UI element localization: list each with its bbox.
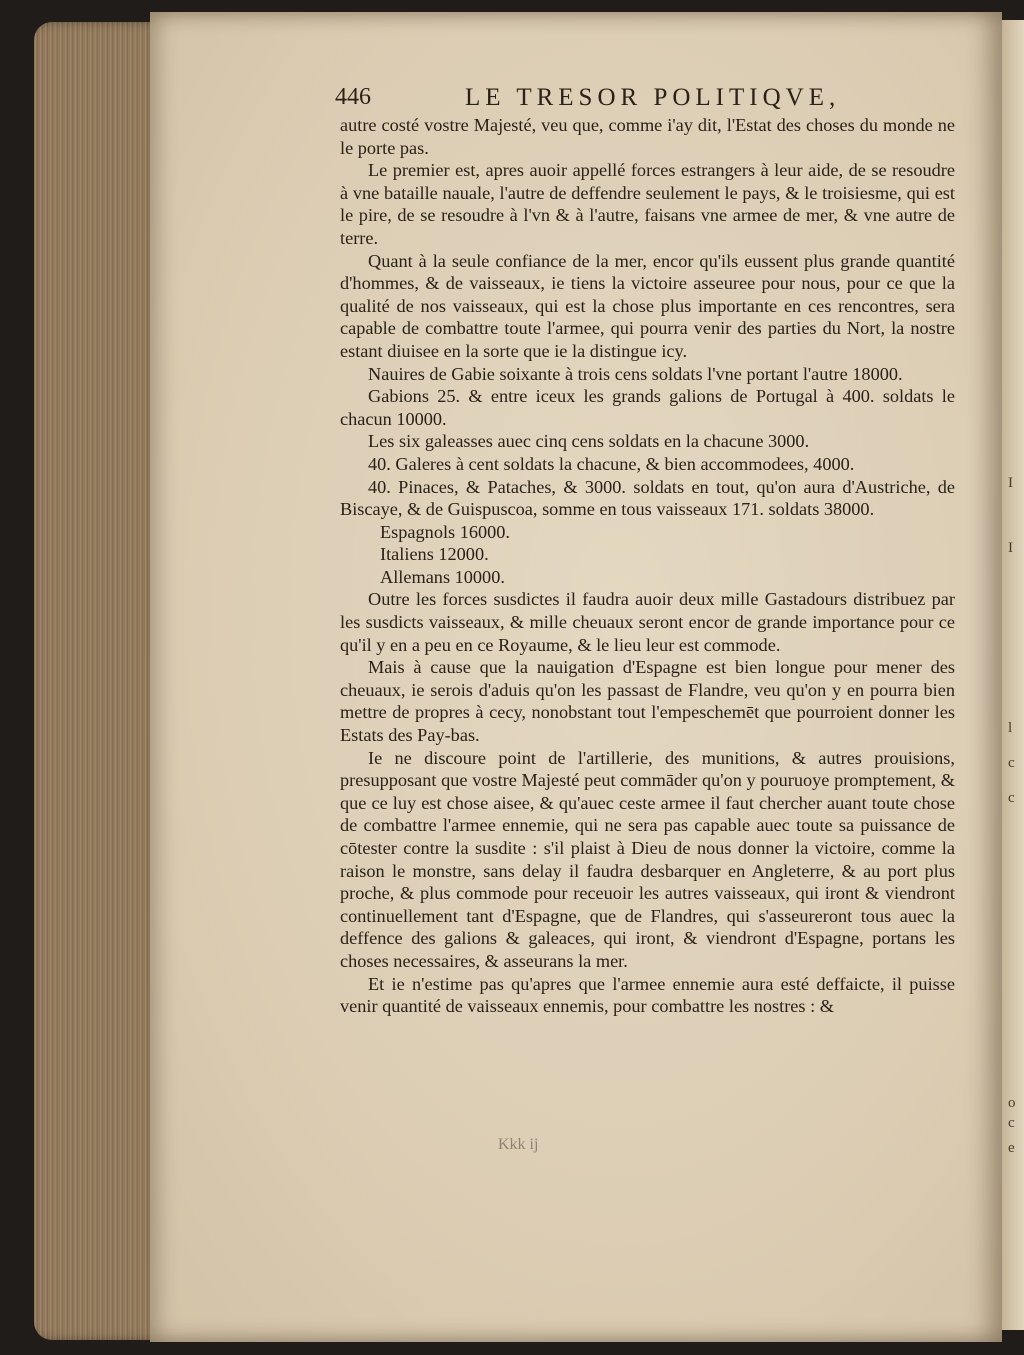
paragraph: Mais à cause que la nauigation d'Espagne est bien longue pour mener des cheuaux, ie serois d'aduis qu'on les passast de Flandre, veu qu'on y en pourra bien mettre de propres à cecy, nonobstant tout l'empeschemēt que pourroient donner les Estats des Pay-bas. [340, 657, 955, 746]
fleet-entry: Gabions 25. & entre iceux les grands galions de Portugal à 400. soldats le chacun 10000. [340, 386, 955, 429]
book-fore-edge [34, 22, 162, 1340]
paragraph: Quant à la seule confiance de la mer, encor qu'ils eussent plus grande quantité d'hommes, & de vaisseaux, ie tiens la victoire asseuree pour nous, pour ce que la qualité de nos vaisseaux, qui est la chose plus importante en ces rencontres, sera capable de combattre toute l'armee, qui pourra venir des parties du Nort, la nostre estant diuisee en la sorte que ie la distingue icy. [340, 250, 955, 361]
paragraph: Et ie n'estime pas qu'apres que l'armee ennemie aura esté deffaicte, il puisse venir quantité de vaisseaux ennemis, pour combattre les nostres : & [340, 973, 955, 1017]
catchword: Kkk ij [498, 1136, 539, 1153]
body-text [340, 114, 955, 1018]
troop-entry: Italiens 12000. [380, 544, 489, 565]
running-title: LE TRESOR POLITIQVE, [465, 84, 841, 111]
page-number: 446 [335, 84, 371, 110]
troop-entry: Espagnols 16000. [380, 521, 510, 542]
fleet-entry: Nauires de Gabie soixante à trois cens soldats l'vne portant l'autre 18000. [368, 363, 903, 384]
paragraph: autre costé vostre Majesté, veu que, comme i'ay dit, l'Estat des choses du monde ne le porte pas. [340, 115, 955, 158]
paragraph: Le premier est, apres auoir appellé forces estrangers à leur aide, de se resoudre à vne bataille nauale, l'autre de deffendre seulement le pays, & le troisiesme, qui est le pire, de se resoudre à l'vn & à l'autre, faisans vne armee de mer, & vne autre de terre. [340, 160, 955, 248]
fleet-entry: 40. Pinaces, & Pataches, & 3000. soldats en tout, qu'on aura d'Austriche, de Biscaye, & de Guispuscoa, somme en tous vaisseaux 171. soldats 38000. [340, 476, 955, 520]
fleet-entry: 40. Galeres à cent soldats la chacune, & bien accommodees, 4000. [368, 453, 855, 474]
paragraph: Outre les forces susdictes il faudra auoir deux mille Gastadours distribuez par les susdicts vaisseaux, & mille cheuaux seront encor de grande importance pour ce qu'il y en a peu en ce Royaume, & le lieu leur est commode. [340, 589, 955, 655]
page-header [335, 84, 955, 114]
facing-page-edge: I I l c c o c e [1002, 20, 1024, 1330]
paragraph: Ie ne discoure point de l'artillerie, des munitions, & autres prouisions, presupposant que vostre Majesté peut commāder qu'on y pouruoye promptement, & que ce luy est chose aisee, & qu'auec ceste armee il faut chercher auant toute chose de combattre l'armee ennemie, qui ne sera pas capable auec toute sa puissance de cōtester contre la susdite : s'il plaist à Dieu de nous donner la victoire, comme la raison le monstre, sans delay il faudra desbarquer en Angleterre, & au port plus proche, & plus commode pour receuoir les autres vaisseaux, qui iront & viendront continuellement tant d'Espagne, que de Flandres, qui s'asseureront tous auec la deffence des galions & galeaces, qui iront, & viendront d'Espagne, portans les choses necessaires, & asseurans la mer. [340, 747, 955, 971]
troop-entry: Allemans 10000. [380, 566, 505, 587]
fleet-entry: Les six galeasses auec cinq cens soldats en la chacune 3000. [368, 431, 810, 452]
